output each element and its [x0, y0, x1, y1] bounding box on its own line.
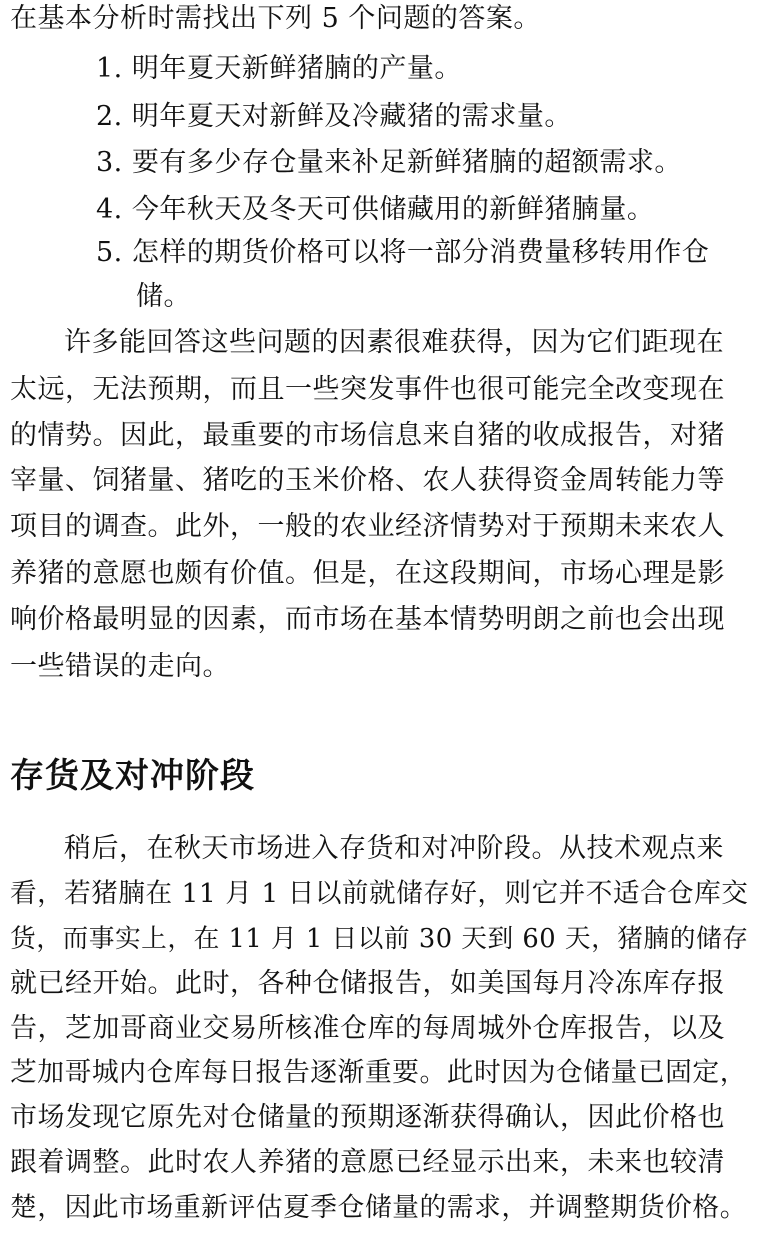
paragraph2-line-2: 看，若猪腩在 11 月 1 日以前就储存好，则它并不适合仓库交 — [10, 878, 749, 909]
paragraph2-line-9: 楚，因此市场重新评估夏季仓储量的需求，并调整期货价格。 — [10, 1192, 748, 1223]
paragraph1-line-2: 太远，无法预期，而且一些突发事件也很可能完全改变现在 — [10, 374, 725, 405]
paragraph1-line-8: 一些错误的走向。 — [10, 651, 230, 682]
paragraph2-line-7: 市场发现它原先对仓储量的预期逐渐获得确认，因此价格也 — [10, 1102, 725, 1133]
section-heading: 存货及对冲阶段 — [10, 756, 255, 796]
paragraph2-line-4: 就已经开始。此时，各种仓储报告，如美国每月冷冻库存报 — [10, 968, 725, 999]
question-item-4: 4. 今年秋天及冬天可供储藏用的新鲜猪腩量。 — [96, 194, 655, 225]
question-item-1: 1. 明年夏天新鲜猪腩的产量。 — [96, 53, 462, 84]
paragraph1-line-7: 响价格最明显的因素，而市场在基本情势明朗之前也会出现 — [10, 604, 725, 635]
paragraph1-line-1: 许多能回答这些问题的因素很难获得，因为它们距现在 — [64, 327, 724, 358]
intro-line: 在基本分析时需找出下列 5 个问题的答案。 — [10, 3, 541, 34]
paragraph2-line-6: 芝加哥城内仓库每日报告逐渐重要。此时因为仓储量已固定， — [10, 1057, 748, 1088]
question-item-5-continued: 储。 — [136, 281, 191, 312]
paragraph1-line-6: 养猪的意愿也颇有价值。但是，在这段期间，市场心理是影 — [10, 558, 725, 589]
paragraph2-line-8: 跟着调整。此时农人养猪的意愿已经显示出来，未来也较清 — [10, 1147, 725, 1178]
paragraph2-line-3: 货，而事实上，在 11 月 1 日以前 30 天到 60 天，猪腩的储存 — [10, 924, 749, 954]
paragraph1-line-5: 项目的调查。此外，一般的农业经济情势对于预期未来农人 — [10, 511, 725, 542]
question-item-2: 2. 明年夏天对新鲜及冷藏猪的需求量。 — [96, 101, 572, 132]
paragraph1-line-4: 宰量、饲猪量、猪吃的玉米价格、农人获得资金周转能力等 — [10, 465, 725, 496]
question-item-5: 5. 怎样的期货价格可以将一部分消费量移转用作仓 — [96, 237, 710, 268]
paragraph1-line-3: 的情势。因此，最重要的市场信息来自猪的收成报告，对猪 — [10, 420, 725, 451]
paragraph2-line-5: 告，芝加哥商业交易所核准仓库的每周城外仓库报告，以及 — [10, 1013, 725, 1044]
paragraph2-line-1: 稍后，在秋天市场进入存货和对冲阶段。从技术观点来 — [64, 833, 724, 864]
question-item-3: 3. 要有多少存仓量来补足新鲜猪腩的超额需求。 — [96, 147, 682, 178]
